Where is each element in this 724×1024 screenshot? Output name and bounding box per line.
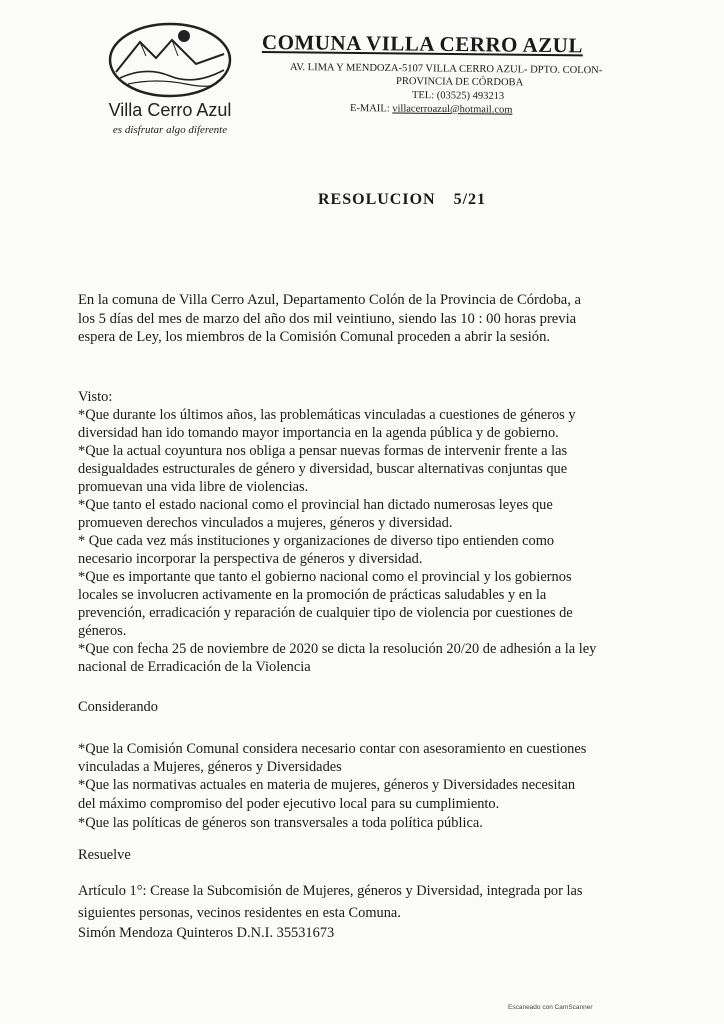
- intro-line: En la comuna de Villa Cerro Azul, Departamento Colón de la Provincia de Córdoba, a: [78, 292, 582, 308]
- visto-line: promueven derechos vinculados a mujeres, géneros y diversidad.: [78, 515, 453, 531]
- resuelve-line: Simón Mendoza Quinteros D.N.I. 35531673: [78, 925, 335, 941]
- org-title: COMUNA VILLA CERRO AZUL: [261, 30, 584, 58]
- comuna-logo: [96, 20, 244, 148]
- visto-line: *Que la actual coyuntura nos obliga a pensar nuevas formas de intervenir frente a las: [78, 443, 568, 459]
- org-address: AV. LIMA Y MENDOZA-5107 VILLA CERRO AZUL- DPTO. COLON-: [289, 62, 603, 77]
- visto-heading: Visto:: [78, 389, 113, 405]
- visto-line: *Que es importante que tanto el gobierno nacional como el provincial y los gobiernos: [78, 569, 572, 585]
- org-email: [350, 103, 513, 116]
- visto-line: prevención, erradicación y reparación de cualquier tipo de violencia por cuestiones de: [78, 605, 573, 621]
- visto-line: nacional de Erradicación de la Violencia: [78, 659, 311, 675]
- visto-line: promuevan una vida libre de violencias.: [78, 479, 309, 495]
- visto-line: locales se involucren activamente en la promoción de prácticas saludables y en la: [78, 587, 547, 603]
- org-phone: TEL: (03525) 493213: [411, 90, 505, 102]
- considerando-line: del máximo compromiso del poder ejecutivo local para su cumplimiento.: [78, 796, 500, 812]
- resolution-number: 5/21: [453, 191, 487, 208]
- considerando-line: vinculadas a Mujeres, géneros y Diversidades: [78, 759, 342, 775]
- scanner-footer: Escaneado con CamScanner: [508, 1004, 593, 1011]
- visto-line: diversidad han ido tomando mayor importancia en la agenda pública y de gobierno.: [78, 425, 559, 441]
- visto-line: *Que tanto el estado nacional como el provincial han dictado numerosas leyes que: [78, 497, 553, 513]
- intro-line: los 5 días del mes de marzo del año dos mil veintiuno, siendo las 10 : 00 horas previa: [78, 311, 577, 327]
- org-province: PROVINCIA DE CÓRDOBA: [395, 76, 524, 89]
- resuelve-heading: Resuelve: [78, 847, 131, 863]
- considerando-line: *Que las normativas actuales en materia de mujeres, géneros y Diversidades necesitan: [78, 777, 576, 793]
- logo-name: Villa Cerro Azul: [108, 100, 232, 120]
- considerando-line: *Que la Comisión Comunal considera necesario contar con asesoramiento en cuestiones: [78, 741, 587, 757]
- visto-line: *Que durante los últimos años, las problemáticas vinculadas a cuestiones de géneros y: [78, 407, 576, 423]
- email-label: E-MAIL:: [349, 103, 390, 115]
- visto-line: desigualdades estructurales de género y diversidad, buscar alternativas conjuntas que: [78, 461, 568, 477]
- resuelve-line: siguientes personas, vecinos residentes en esta Comuna.: [78, 905, 401, 921]
- email-value: villacerroazul@hotmail.com: [392, 103, 513, 116]
- resolution-title: [318, 191, 486, 209]
- considerando-heading: Considerando: [78, 699, 158, 715]
- visto-line: géneros.: [78, 623, 127, 639]
- logo-tagline: es disfrutar algo diferente: [112, 124, 228, 136]
- mountain-sun-logo-icon: [106, 20, 234, 100]
- visto-line: *Que con fecha 25 de noviembre de 2020 se dicta la resolución 20/20 de adhesión a la ley: [78, 641, 597, 657]
- visto-line: * Que cada vez más instituciones y organizaciones de diverso tipo entienden como: [78, 533, 555, 549]
- intro-line: espera de Ley, los miembros de la Comisión Comunal proceden a abrir la sesión.: [78, 329, 551, 345]
- considerando-line: *Que las políticas de géneros son transversales a toda política pública.: [78, 815, 483, 831]
- visto-line: necesario incorporar la perspectiva de géneros y diversidad.: [78, 551, 423, 567]
- resolution-label: RESOLUCION: [318, 191, 436, 208]
- resuelve-line: Artículo 1°: Crease la Subcomisión de Mujeres, géneros y Diversidad, integrada por las: [78, 883, 583, 899]
